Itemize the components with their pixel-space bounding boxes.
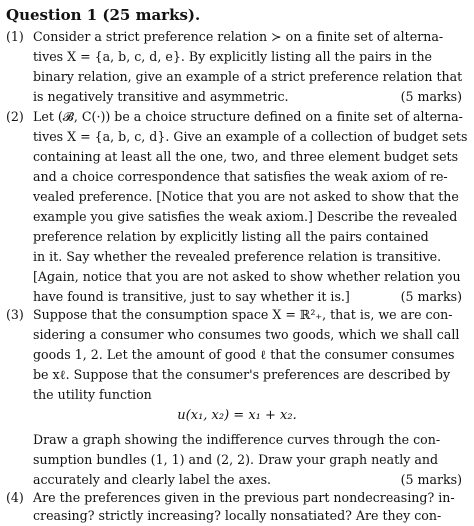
text-line: and a choice correspondence that satisfies the weak axiom of re-: [33, 169, 448, 184]
text-line: goods 1, 2. Let the amount of good ℓ that the consumer consumes: [33, 347, 455, 362]
text-line: Draw a graph showing the indifference curves through the con-: [33, 432, 441, 447]
text-line: creasing? strictly increasing? locally nonsatiated? Are they con-: [33, 508, 442, 523]
text-line: binary relation, give an example of a strict preference relation that: [33, 69, 463, 84]
text-line: tives X = {a, b, c, d, e}. By explicitly listing all the pairs in the: [33, 49, 433, 64]
item-number: (2): [6, 109, 24, 124]
text-line: preference relation by explicitly listing all the pairs contained: [33, 229, 429, 244]
text-line: [Again, notice that you are not asked to show whether relation you: [33, 269, 461, 284]
item-number: (4): [6, 490, 24, 505]
text-line: the utility function: [33, 387, 152, 402]
marks-label: (5 marks): [400, 89, 462, 104]
text-line: Suppose that the consumption space X = ℝ²₊, that is, we are con-: [33, 307, 453, 322]
utility-equation: u(x₁, x₂) = x₁ + x₂.: [177, 408, 297, 423]
item-number: (1): [6, 29, 24, 44]
text-line: sidering a consumer who consumes two goods, which we shall call: [33, 327, 460, 342]
marks-label: (5 marks): [400, 289, 462, 304]
text-line: sumption bundles (1, 1) and (2, 2). Draw your graph neatly and: [33, 452, 439, 467]
item-number: (3): [6, 307, 24, 322]
text-line: be xℓ. Suppose that the consumer's preferences are described by: [33, 367, 451, 382]
text-line: Let (𝓑, C(·)) be a choice structure defined on a finite set of alterna-: [33, 109, 463, 124]
text-line: in it. Say whether the revealed preference relation is transitive.: [33, 249, 442, 264]
text-line: accurately and clearly label the axes.: [33, 472, 272, 487]
marks-label: (5 marks): [400, 472, 462, 487]
text-line: is negatively transitive and asymmetric.: [33, 89, 289, 104]
text-line: tives X = {a, b, c, d}. Give an example of a collection of budget sets: [33, 129, 468, 144]
text-line: Are the preferences given in the previous part nondecreasing? in-: [33, 490, 455, 505]
question-title: Question 1 (25 marks).: [6, 6, 201, 24]
text-line: have found is transitive, just to say whether it is.]: [33, 289, 350, 304]
text-line: example you give satisfies the weak axiom.] Describe the revealed: [33, 209, 458, 224]
text-line: vealed preference. [Notice that you are not asked to show that the: [33, 189, 459, 204]
text-line: Consider a strict preference relation ≻ on a finite set of alterna-: [33, 29, 444, 44]
text-line: containing at least all the one, two, and three element budget sets: [33, 149, 459, 164]
